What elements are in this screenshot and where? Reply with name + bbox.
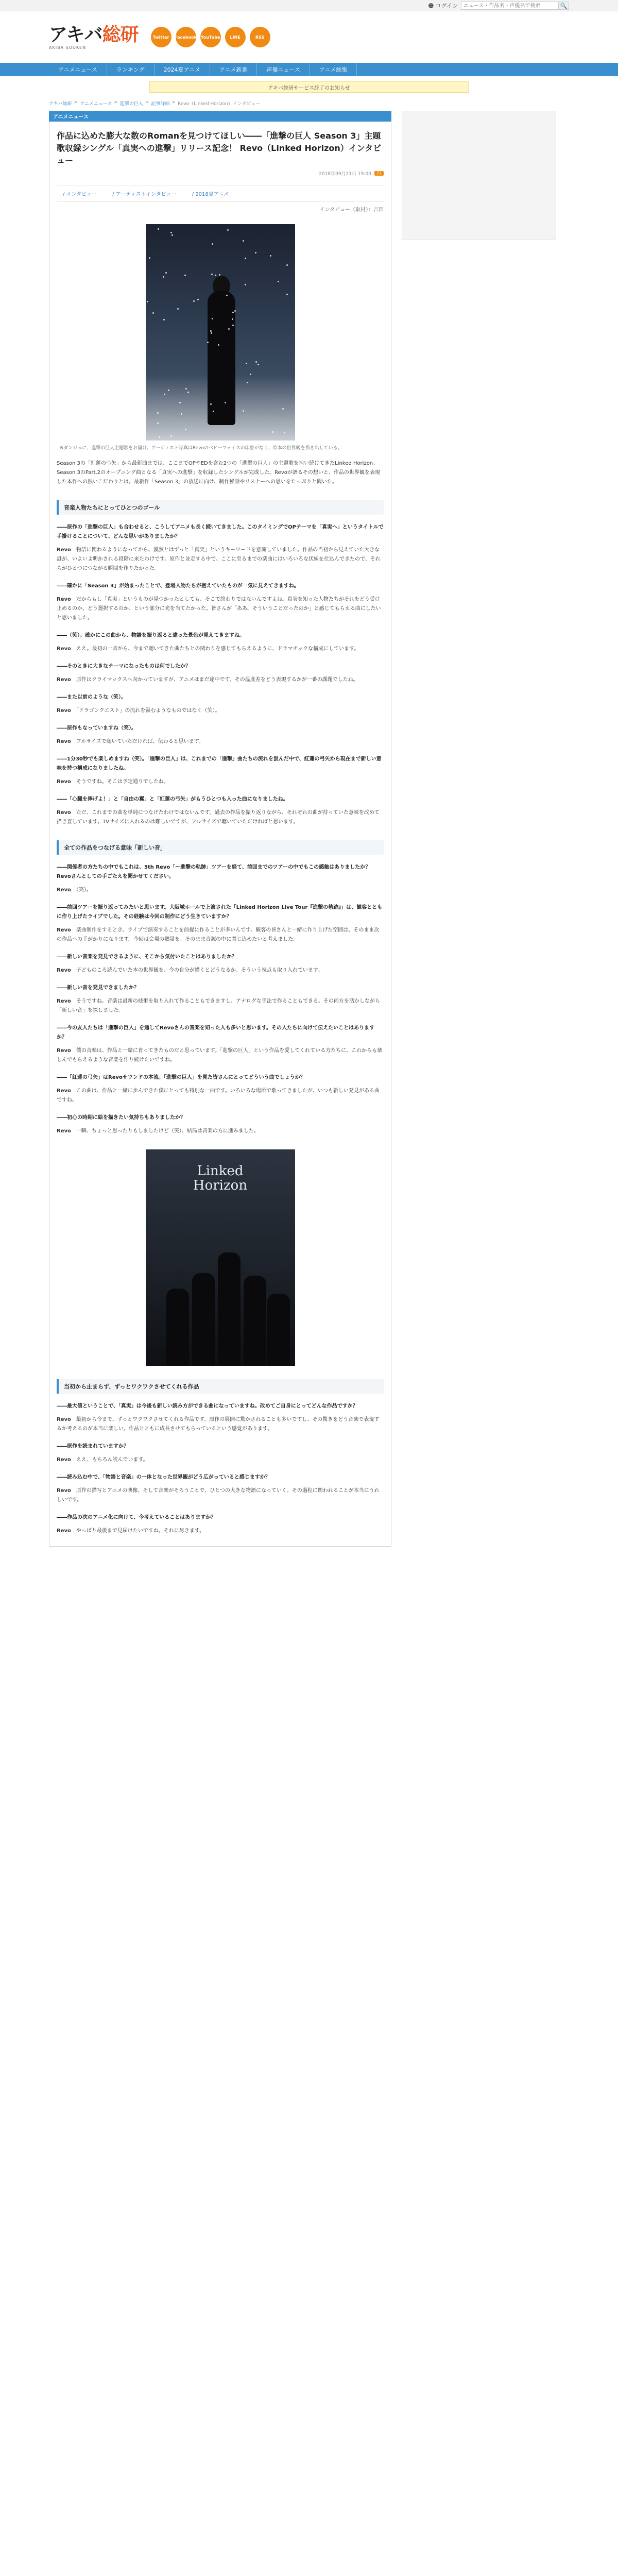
snowflake — [163, 276, 164, 278]
snowflake — [185, 388, 187, 389]
member-silhouette — [218, 1252, 241, 1366]
snowflake — [286, 264, 288, 266]
speaker-name: Revo — [57, 1457, 71, 1463]
interview-question: ――読み込む中で、「物語と音楽」の一体となった世界観がどう広がっていると感じますか？ — [57, 1475, 270, 1480]
hero-image[interactable] — [146, 224, 295, 440]
snowflake — [211, 274, 213, 275]
interview-question: ――初心の時期に絵を描きたい気持ちもありましたか？ — [57, 1115, 185, 1121]
nav-item-ranking[interactable]: ランキング — [107, 63, 154, 76]
snowflake — [165, 272, 167, 274]
interview-question: ――原作もなっていますね（笑）。 — [57, 725, 136, 731]
interview-question: ――そのときに大きなテーマになったものは何でしたか？ — [57, 664, 191, 669]
interview-answer: Revo 僕の音楽は、作品と一緒に育ってきたものだと思っています。「進撃の巨人」という作品を愛してくれている方たちに、これからも楽しんでもらえるような音楽を作り続けたいですね。 — [57, 1048, 383, 1063]
snowflake — [243, 240, 244, 242]
member-silhouette — [244, 1276, 266, 1366]
snowflake — [212, 318, 213, 319]
sidebar — [402, 111, 566, 1547]
snowflake — [247, 382, 248, 383]
member-silhouette — [166, 1289, 189, 1366]
interview-answer: Revo 物語に関わるようになってから、漠然とはずっと「真実」というキーワードを意識していました。作品の当初から見えていた大きな謎が、いよいよ明かされる段階に来たわけです。原作と並走する中で、ここに至るまでの楽曲にはいろいろな伏線を仕込んできたので、それらがひとつにつながる瞬間を作りたかった。 — [57, 547, 381, 571]
interview-answer: Revo 原作の描写とアニメの映像、そして音楽がそろうことで、ひとつの大きな物語になっていく。その過程に関われることが本当にうれしいです。 — [57, 1488, 380, 1503]
facebook-icon[interactable]: Facebook — [176, 27, 196, 47]
interview-question: ――また以前のような（笑）。 — [57, 694, 126, 700]
snowflake — [159, 436, 160, 438]
snowflake — [171, 234, 173, 236]
snowflake — [213, 411, 214, 412]
line-icon[interactable]: LINE — [225, 27, 246, 47]
interview-answer: Revo そうですね。音楽は最新の技術を取り入れて作ることもできますし、アナログな手法で作ることもできる。その両方を活かしながら「新しい音」を探しました。 — [57, 998, 380, 1013]
snowflake — [258, 364, 259, 365]
twitter-icon[interactable]: Twitter — [151, 27, 171, 47]
speaker-name: Revo — [57, 646, 71, 652]
interview-answer: Revo やっぱり最後まで見届けたいですね。それに尽きます。 — [57, 1528, 205, 1534]
user-icon: ☻ — [428, 2, 434, 9]
interview-answer: Revo 「ドラゴンクエスト」の流れを汲むようなものではなく（笑）。 — [57, 708, 220, 714]
snowflake — [246, 363, 247, 364]
snowflake — [158, 228, 159, 230]
search-input[interactable] — [461, 2, 559, 10]
service-notice[interactable]: アキバ総研サービス終了のお知らせ — [149, 81, 469, 93]
snowflake — [179, 402, 181, 403]
snowflake — [185, 429, 186, 430]
article-date: 2018年09月21日 19:00 — [319, 172, 371, 177]
section-heading: 全ての作品をつなげる意味「新しい音」 — [57, 840, 384, 855]
article-title: 作品に込めた膨大な数のRomanを見つけてほしい――「進撃の巨人 Season 3」主題歌収録シングル「真実への進撃」リリース記念！ Revo（Linked Horizon）インタビュー — [57, 131, 382, 165]
interview-question: ――1分30秒でも楽しめますね（笑）。「進撃の巨人」は、これまでの「進撃」曲たちの流れを汲んだ中で、紅蓮の弓矢から現在まで新しい意味を持つ構成になりましたね。 — [57, 756, 382, 771]
speaker-name: Revo — [57, 998, 71, 1004]
article-meta — [57, 170, 384, 177]
snowflake — [218, 344, 219, 346]
interview-answer: Revo 楽曲制作をするとき、ライブで演奏することを前提に作ることが多いんです。観客の皆さんと一緒に作り上げた空間は、そのまま次の作品への手がかりになります。今回は会場の熱量を、そのまま音源の中に閉じ込めたいと考えました。 — [57, 927, 380, 942]
interview-question: ――確かに「Season 3」が始まったことで、登場人物たちが抱えていたものが一気に見えてきますね。 — [57, 583, 299, 589]
snowflake — [278, 281, 279, 282]
snowflake — [168, 389, 169, 391]
snowflake — [211, 332, 212, 334]
speaker-name: Revo — [57, 887, 71, 893]
snowflake — [163, 319, 165, 320]
snowflake — [255, 252, 256, 253]
speaker-name: Revo — [57, 1128, 71, 1134]
snowflake — [245, 284, 246, 285]
speaker-name: Revo — [57, 968, 71, 973]
speaker-name: Revo — [57, 739, 71, 744]
interview-answer: Revo フルサイズで聴いていただければ、伝わると思います。 — [57, 739, 204, 744]
logo-text-b: 総研 — [102, 24, 139, 45]
snowflake — [226, 295, 228, 296]
snowflake — [152, 312, 154, 314]
tag-link[interactable]: / 2018夏アニメ — [192, 192, 229, 197]
interview-answer: Revo そうですね。そこは予定通りでしたね。 — [57, 779, 169, 785]
interview-question: ――新しい音を発見できましたか？ — [57, 985, 139, 991]
snowflake — [232, 312, 234, 313]
snowflake — [157, 422, 159, 424]
interview-answer: Revo ええ、もちろん読んでいます。 — [57, 1457, 148, 1463]
intro-text: Season 3の「紅蓮の弓矢」から最新曲までは、ここまでOPやEDを含む2つの「進撃の巨人」の主題歌を担い続けてきたLinked Horizon。Season 3のPart.2のオープニング曲となる「真実への進撃」を収録したシングルが完成した。Revoが語るその想いと、作品の世界観を表現した本作への熱いこだわりとは。最新作「Season 3」の放送に向け、制作秘話やリスナーへの思いをたっぷりと聞いた。 — [57, 461, 380, 485]
interview-question: ――原作の「進撃の巨人」も合わせると、こうしてアニメも長く続いてきました。このタイミングでOPテーマを「真実へ」というタイトルで手掛けることについて、どんな思いがありましたか？ — [57, 524, 384, 539]
interview-question: ――原作を読まれていますか？ — [57, 1444, 129, 1449]
breadcrumb-item[interactable]: 進撃の巨人 — [119, 101, 143, 107]
snowflake — [215, 275, 216, 276]
snowflake — [270, 255, 271, 257]
interview-answer: Revo 最初から今まで、ずっとワクワクさせてくれる作品です。原作の展開に驚かされることも多いですし、その驚きをどう音楽で表現するか考えるのが本当に楽しい。作品とともに成長させてもらっているという感覚があります。 — [57, 1417, 380, 1432]
article-credit: インタビュー（取材）：吉田 — [319, 207, 384, 213]
snowflake — [164, 394, 165, 395]
nav-item-summary[interactable]: アニメ総集 — [310, 63, 357, 76]
snowflake — [177, 308, 179, 310]
interview-answer: Revo 原作はクライマックスへ向かっていますが、アニメはまだ途中です。その温度差をどう表現するかが一番の課題でしたね。 — [57, 677, 358, 683]
site-logo[interactable] — [49, 25, 139, 50]
article — [49, 111, 391, 1547]
utility-bar — [0, 0, 618, 11]
logo-sub: AKIBA SOUKEN — [49, 45, 87, 50]
interview-question: ――前回ツアーを振り返ってみたいと思います。大阪城ホールで上演された「Linked Horizon Live Tour『進撃の軌跡』」は、観客とともに作り上げたライブでした。その経験は今回の制作にどう生きていますか？ — [57, 905, 383, 920]
interview-question: ――新しい音楽を発見できるように、そこから気付いたことはありましたか？ — [57, 954, 237, 960]
tag-link[interactable]: / インタビュー — [63, 192, 97, 197]
interview-answer: Revo 一瞬、ちょっと思ったりもしましたけど（笑）。結局は音楽の方に進みました。 — [57, 1128, 259, 1134]
speaker-name: Revo — [57, 1417, 71, 1422]
snowflake — [212, 243, 213, 245]
interview-question: ――今の友人たちは「進撃の巨人」を通してRevoさんの音楽を知った人も多いと思います。その人たちに向けて伝えたいことはありますか？ — [57, 1025, 375, 1040]
snowflake — [210, 403, 212, 405]
ad-slot — [402, 111, 556, 240]
speaker-name: Revo — [57, 779, 71, 785]
snowflake — [210, 330, 212, 332]
login-link[interactable]: ☻ ログイン — [428, 2, 458, 9]
speaker-name: Revo — [57, 1048, 71, 1054]
breadcrumb-item[interactable]: 記事詳細 — [151, 101, 170, 107]
tag-link[interactable]: / アーティストインタビュー — [112, 192, 177, 197]
member-silhouette — [192, 1273, 215, 1366]
artist-logo-line: Horizon — [193, 1178, 248, 1193]
tag-list — [57, 185, 384, 202]
snowflake — [187, 392, 189, 393]
snowflake — [232, 318, 233, 320]
artist-logo-line: Linked — [197, 1163, 244, 1179]
speaker-name: Revo — [57, 1088, 71, 1094]
interview-question: ――（笑）。確かにこの曲から、物語を振り返ると違った景色が見えてきますね。 — [57, 633, 245, 638]
hero-caption: ※ダンジュに、進撃の巨人主題歌をお届け。アーティスト写真はRevoのベビーフェイスの印象がなく、絵本の世界観を描き出している。 — [60, 446, 342, 451]
nav-item-voice-actor[interactable]: 声優ニュース — [257, 63, 310, 76]
interview-question: ――「心臓を捧げよ！」と「自由の翼」と「紅蓮の弓矢」がもうひとつも入った曲になりましたね。 — [57, 796, 288, 802]
section-tab: アニメニュース — [49, 111, 391, 122]
snowflake — [227, 229, 229, 231]
snowflake — [284, 432, 285, 433]
snowflake — [243, 410, 244, 412]
speaker-name: Revo — [57, 708, 71, 714]
interview-answer: Revo （笑）。 — [57, 887, 92, 893]
speaker-name: Revo — [57, 547, 71, 553]
section-heading: 音楽人物たちにとってひとつのゴール — [57, 500, 384, 515]
snowflake — [149, 257, 150, 259]
snowflake — [250, 374, 251, 375]
main-nav — [0, 63, 618, 76]
breadcrumb: アキバ総研 > アニメニュース > 進撃の巨人 > 記事詳細 > Revo（Linked Horizon）インタビュー — [49, 100, 261, 107]
snowflake — [207, 342, 209, 343]
site-header — [49, 11, 569, 63]
snowflake — [157, 412, 159, 414]
nav-item-new-anime[interactable]: アニメ新番 — [210, 63, 257, 76]
interview-sections — [57, 500, 384, 1536]
speaker-name: Revo — [57, 927, 71, 933]
snowflake — [282, 408, 284, 410]
speaker-name: Revo — [57, 597, 71, 602]
logo-text-a: アキバ — [49, 24, 102, 45]
speaker-name: Revo — [57, 1488, 71, 1494]
nav-item-anime-news[interactable]: アニメニュース — [49, 63, 107, 76]
social-links — [151, 27, 270, 47]
speaker-name: Revo — [57, 677, 71, 683]
interview-question: ――関係者の方たちの中でもこれは、5th Revo「〜進撃の軌跡」ツアーを経て、前回までのツアーの中でもこの感触はありましたか？Revoさんとしての手ごたえを聞かせてください。 — [57, 865, 371, 879]
speaker-name: Revo — [57, 810, 71, 816]
comment-badge[interactable]: 77 — [374, 171, 384, 176]
snowflake — [193, 300, 195, 302]
snowflake — [170, 435, 172, 437]
artist-photo[interactable] — [146, 1149, 295, 1366]
breadcrumb-current: Revo（Linked Horizon）インタビュー — [177, 101, 261, 107]
snowflake — [255, 361, 257, 363]
snowflake — [286, 294, 288, 295]
snowflake — [197, 299, 199, 300]
speaker-name: Revo — [57, 1528, 71, 1534]
search-box — [461, 2, 569, 10]
snowflake — [147, 301, 148, 302]
member-silhouette — [267, 1294, 290, 1366]
snowflake — [228, 328, 230, 330]
interview-answer: Revo この曲は、作品と一緒に歩んできた僕にとっても特別な一曲です。いろいろな場所で歌ってきましたが、いつも新しい発見がある曲ですね。 — [57, 1088, 380, 1103]
interview-answer: Revo だからもし「真実」というものが見つかったとしても、そこで終わりではないんですよね。真実を知った人物たちがそれをどう受け止めるのか、どう選択するのか、という部分に光を当てたかった。皆さんが「ああ、そういうことだったのか」と感じてもらえる曲にしたいと思いました。 — [57, 597, 381, 621]
youtube-icon[interactable]: YouTube — [200, 27, 221, 47]
breadcrumb-item[interactable]: アニメニュース — [80, 101, 112, 107]
nav-item-season[interactable]: 2024夏アニメ — [154, 63, 210, 76]
breadcrumb-item[interactable]: アキバ総研 — [49, 101, 72, 107]
interview-question: ――「紅蓮の弓矢」はRevoサウンドの本流。「進撃の巨人」を見た皆さんにとってどういう曲でしょうか？ — [57, 1075, 305, 1080]
interview-answer: Revo ただ、これまでの曲を単純につなげたわけではないんです。過去の作品を振り返りながら、それぞれの曲が持っていた意味を改めて描き直しています。TVサイズに入れるのは難しいですが、フルサイズで聴いていただければと思います。 — [57, 810, 380, 825]
interview-answer: Revo ええ。最初の一音から、今まで聴いてきた曲たちとの関わりを感じてもらえるように、ドラマチックな構成にしています。 — [57, 646, 359, 652]
interview-answer: Revo 子どものころ読んでいた本の世界観を、今の自分が描くとどうなるか。そういう視点も取り入れています。 — [57, 968, 323, 973]
snowflake — [272, 431, 273, 433]
snowflake — [232, 325, 234, 326]
interview-question: ――最大値ということで、「真実」は今後も新しい読み方ができる曲になっていますね。改めてご自身にとってどんな作品ですか？ — [57, 1403, 358, 1409]
search-icon[interactable]: 🔍 — [559, 2, 569, 10]
section-heading: 当初から止まらず、ずっとワクワクさせてくれる作品 — [57, 1379, 384, 1394]
snowflake — [181, 413, 182, 415]
rss-icon[interactable]: RSS — [250, 27, 270, 47]
snowflake — [184, 275, 186, 276]
snowflake — [234, 310, 236, 312]
snowflake — [219, 274, 220, 276]
snowflake — [245, 258, 246, 259]
snowflake — [225, 402, 226, 403]
artist-logo — [146, 1164, 295, 1193]
interview-question: ――作品の次のアニメ化に向けて、今考えていることはありますか？ — [57, 1515, 216, 1520]
snowflake — [170, 232, 172, 233]
